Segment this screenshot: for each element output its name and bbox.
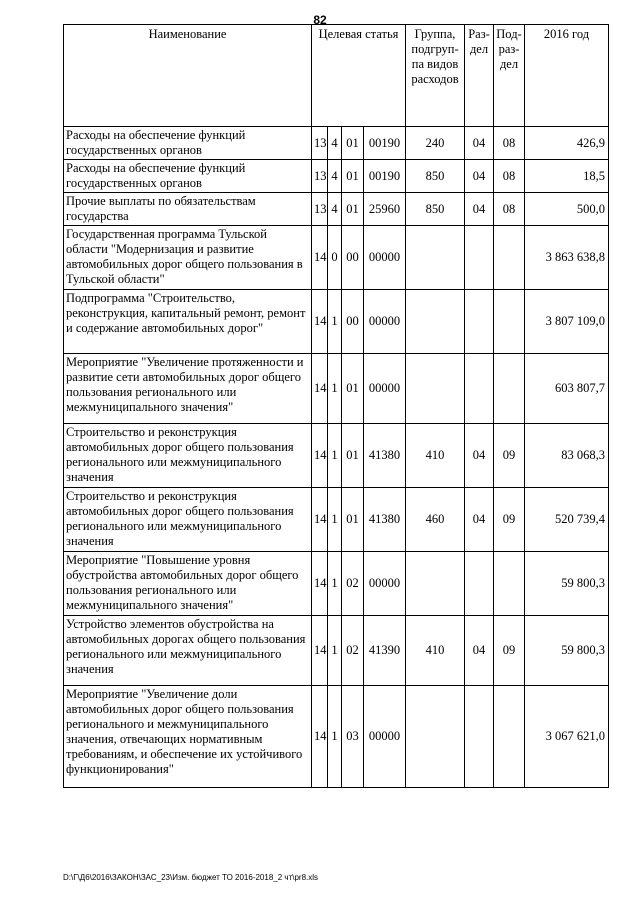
target-measure-code: 01 [342, 160, 364, 193]
subsection-code [494, 226, 525, 290]
amount-2016: 520 739,4 [525, 488, 609, 552]
subsection-code: 09 [494, 616, 525, 686]
target-subprogram-code: 1 [328, 354, 342, 424]
target-program-code: 14 [312, 424, 328, 488]
target-direction-code: 00000 [364, 552, 406, 616]
amount-2016: 3 807 109,0 [525, 290, 609, 354]
table-row [64, 616, 609, 686]
target-program-code: 13 [312, 160, 328, 193]
amount-2016: 3 067 621,0 [525, 686, 609, 788]
amount-2016: 59 800,3 [525, 616, 609, 686]
row-name: Устройство элементов обустройства на автомобильных дорогах общего пользования регионального или межмуниципального значения [64, 616, 312, 686]
target-direction-code: 41380 [364, 488, 406, 552]
target-measure-code: 02 [342, 552, 364, 616]
target-subprogram-code: 1 [328, 424, 342, 488]
subsection-code: 08 [494, 193, 525, 226]
target-subprogram-code: 4 [328, 160, 342, 193]
target-direction-code: 00190 [364, 127, 406, 160]
target-subprogram-code: 1 [328, 686, 342, 788]
target-measure-code: 01 [342, 127, 364, 160]
target-direction-code: 41380 [364, 424, 406, 488]
target-measure-code: 01 [342, 193, 364, 226]
section-code [465, 354, 494, 424]
target-program-code: 14 [312, 616, 328, 686]
target-program-code: 13 [312, 193, 328, 226]
target-subprogram-code: 1 [328, 552, 342, 616]
target-subprogram-code: 4 [328, 127, 342, 160]
target-subprogram-code: 4 [328, 193, 342, 226]
section-code: 04 [465, 193, 494, 226]
target-program-code: 14 [312, 354, 328, 424]
amount-2016: 603 807,7 [525, 354, 609, 424]
table-row [64, 488, 609, 552]
section-code [465, 290, 494, 354]
amount-2016: 500,0 [525, 193, 609, 226]
expense-group-code [406, 354, 465, 424]
target-program-code: 14 [312, 686, 328, 788]
target-program-code: 14 [312, 488, 328, 552]
section-code [465, 226, 494, 290]
target-program-code: 14 [312, 226, 328, 290]
expense-group-code [406, 290, 465, 354]
row-name: Расходы на обеспечение функций государственных органов [64, 127, 312, 160]
expense-group-code [406, 552, 465, 616]
row-name: Государственная программа Тульской области "Модернизация и развитие автомобильных дорог общего пользования в Тульской области" [64, 226, 312, 290]
page-number: 82 [313, 13, 327, 27]
section-code: 04 [465, 488, 494, 552]
expense-group-code: 850 [406, 193, 465, 226]
target-direction-code: 00000 [364, 290, 406, 354]
subsection-code: 08 [494, 160, 525, 193]
target-subprogram-code: 1 [328, 290, 342, 354]
amount-2016: 59 800,3 [525, 552, 609, 616]
table-row [64, 160, 609, 193]
section-code: 04 [465, 127, 494, 160]
row-name: Строительство и реконструкция автомобильных дорог общего пользования регионального или межмуниципального значения [64, 488, 312, 552]
row-name: Строительство и реконструкция автомобильных дорог общего пользования регионального или межмуниципального значения [64, 424, 312, 488]
table-header-row [64, 25, 609, 127]
amount-2016: 3 863 638,8 [525, 226, 609, 290]
target-direction-code: 00190 [364, 160, 406, 193]
subsection-code: 08 [494, 127, 525, 160]
budget-table [63, 24, 609, 788]
section-code [465, 552, 494, 616]
target-measure-code: 01 [342, 354, 364, 424]
target-measure-code: 01 [342, 488, 364, 552]
target-direction-code: 00000 [364, 354, 406, 424]
amount-2016: 18,5 [525, 160, 609, 193]
subsection-code [494, 290, 525, 354]
target-program-code: 14 [312, 552, 328, 616]
row-name: Подпрограмма "Строительство, реконструкция, капитальный ремонт, ремонт и содержание автомобильных дорог" [64, 290, 312, 354]
header-subsection: Под-раз-дел [494, 25, 525, 127]
target-subprogram-code: 1 [328, 488, 342, 552]
table-row [64, 354, 609, 424]
expense-group-code: 850 [406, 160, 465, 193]
section-code [465, 686, 494, 788]
expense-group-code: 240 [406, 127, 465, 160]
section-code: 04 [465, 616, 494, 686]
target-subprogram-code: 1 [328, 616, 342, 686]
target-direction-code: 00000 [364, 226, 406, 290]
table-row [64, 193, 609, 226]
table-row [64, 686, 609, 788]
table-row [64, 424, 609, 488]
amount-2016: 83 068,3 [525, 424, 609, 488]
subsection-code: 09 [494, 488, 525, 552]
expense-group-code [406, 686, 465, 788]
header-expense-group: Группа, подгруп-па видов расходов [406, 25, 465, 127]
table-row [64, 552, 609, 616]
row-name: Прочие выплаты по обязательствам государства [64, 193, 312, 226]
subsection-code [494, 354, 525, 424]
table-row [64, 290, 609, 354]
row-name: Мероприятие "Увеличение доли автомобильных дорог общего пользования регионального и межмуниципального значения, отвечающих нормативным требованиям, и обеспечение их устойчивого функционирования" [64, 686, 312, 788]
subsection-code [494, 686, 525, 788]
header-target-article: Целевая статья [312, 25, 406, 127]
target-program-code: 14 [312, 290, 328, 354]
table-row [64, 127, 609, 160]
header-name: Наименование [64, 25, 312, 127]
expense-group-code: 410 [406, 616, 465, 686]
target-direction-code: 00000 [364, 686, 406, 788]
section-code: 04 [465, 424, 494, 488]
subsection-code [494, 552, 525, 616]
header-year: 2016 год [525, 25, 609, 127]
target-measure-code: 00 [342, 226, 364, 290]
target-direction-code: 41390 [364, 616, 406, 686]
subsection-code: 09 [494, 424, 525, 488]
target-measure-code: 02 [342, 616, 364, 686]
target-subprogram-code: 0 [328, 226, 342, 290]
file-path-footer: D:\Г\Д6\2016\ЗАКОН\ЗАС_23\Изм. бюджет ТО 2016-2018_2 чт\pr8.xls [63, 873, 319, 882]
expense-group-code: 410 [406, 424, 465, 488]
section-code: 04 [465, 160, 494, 193]
target-direction-code: 25960 [364, 193, 406, 226]
target-measure-code: 03 [342, 686, 364, 788]
expense-group-code: 460 [406, 488, 465, 552]
target-program-code: 13 [312, 127, 328, 160]
target-measure-code: 01 [342, 424, 364, 488]
target-measure-code: 00 [342, 290, 364, 354]
header-section: Раз-дел [465, 25, 494, 127]
expense-group-code [406, 226, 465, 290]
row-name: Мероприятие "Повышение уровня обустройства автомобильных дорог общего пользования регионального или межмуниципального значения" [64, 552, 312, 616]
row-name: Мероприятие "Увеличение протяженности и развитие сети автомобильных дорог общего пользования регионального или межмуниципального значения" [64, 354, 312, 424]
table-row [64, 226, 609, 290]
row-name: Расходы на обеспечение функций государственных органов [64, 160, 312, 193]
amount-2016: 426,9 [525, 127, 609, 160]
